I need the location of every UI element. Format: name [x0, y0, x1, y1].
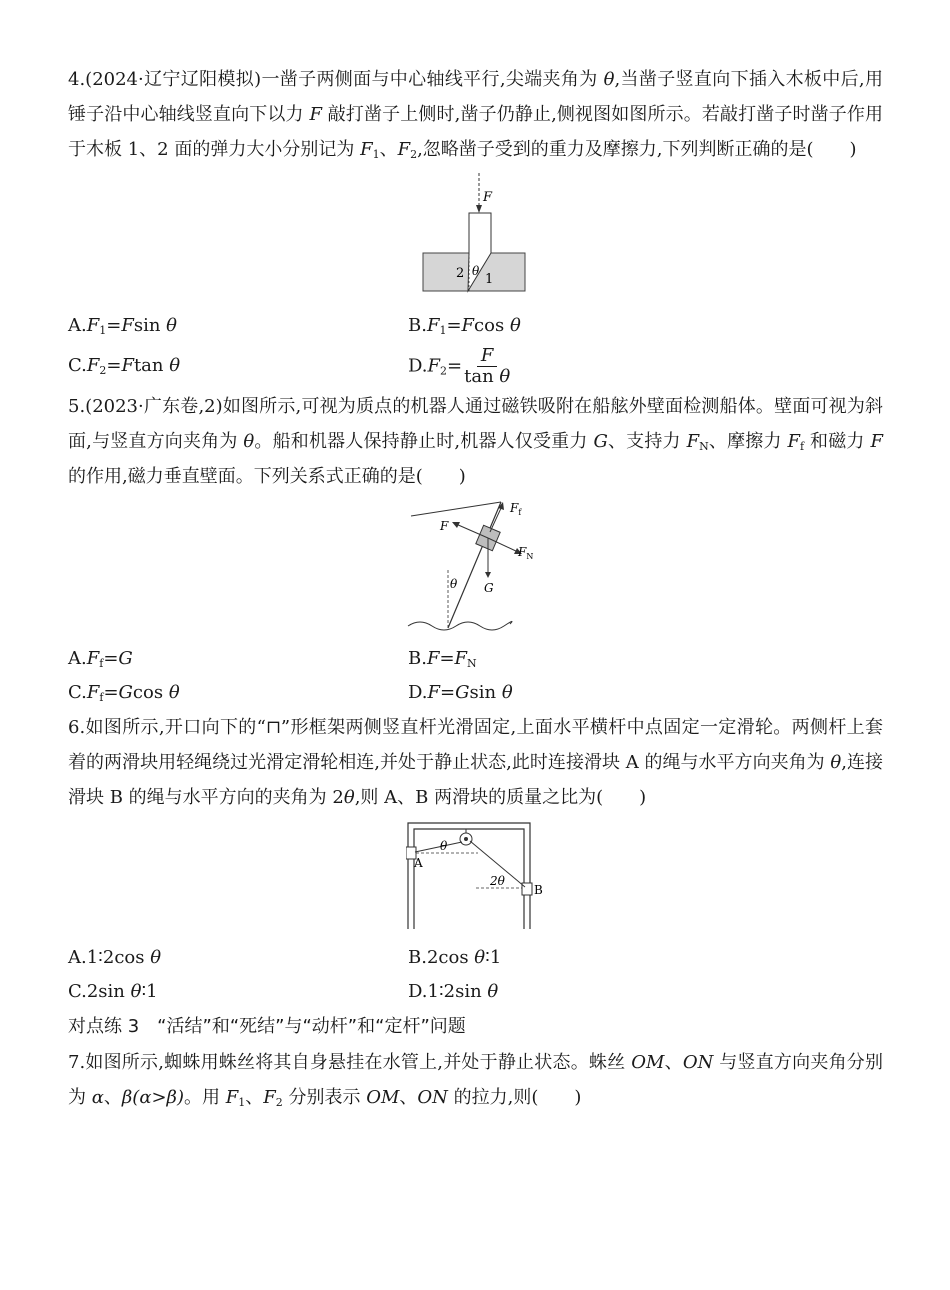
q4-option-c[interactable]: $C.F_2=Ftan$ θ — [68, 355, 181, 377]
q4-options-row-1 — [68, 309, 883, 343]
chisel-force-label: F — [482, 190, 492, 205]
robot-ff-label: $F_f$ — [509, 501, 521, 517]
chisel-diagram — [421, 173, 531, 303]
angle-theta-label: θ — [439, 839, 447, 853]
section-heading: 对点练 3 “活结”和“死结”与“动杆”和“定杆”问题 — [68, 1016, 466, 1037]
slider-a-label: A — [413, 856, 423, 870]
frame-pulley-diagram — [406, 821, 546, 931]
chisel-face-1: 1 — [484, 272, 493, 287]
q5-option-b[interactable]: $B.F=F_N$ — [408, 648, 477, 670]
q6-options-row-1 — [68, 941, 883, 975]
chisel-angle-label: θ — [471, 264, 479, 278]
chisel-face-2: 2 — [455, 266, 464, 281]
robot-hull-diagram — [406, 498, 546, 638]
q6-option-d[interactable]: D.1∶2sin θ — [408, 981, 499, 1002]
q5-option-a[interactable]: $A.F_f=G$ — [68, 648, 133, 670]
q6-option-c[interactable]: C.2sin θ∶1 — [68, 981, 158, 1002]
robot-f-label: F — [439, 519, 448, 533]
q5-options-row-1 — [68, 642, 883, 676]
robot-theta-label: θ — [449, 577, 457, 591]
angle-two-theta-label: 2θ — [489, 874, 505, 888]
robot-fn-label: $F_N$ — [517, 545, 533, 561]
q4-option-b[interactable]: $B.F_1=Fcos$ θ — [408, 315, 521, 337]
q4-option-a[interactable]: $A.F_1=Fsin$ θ — [68, 315, 177, 337]
q4-options-row-2 — [68, 343, 883, 389]
document-page — [68, 62, 883, 1115]
q5-option-c[interactable]: $C.F_f=Gcos$ θ — [68, 682, 180, 704]
q6-option-a[interactable]: A.1∶2cos θ — [68, 947, 162, 968]
q4-d-fraction: $\frac{F}{\text{tan θ}}$ — [464, 344, 511, 387]
slider-b-label: B — [533, 883, 543, 897]
q6-options-row-2 — [68, 975, 883, 1009]
robot-g-label: G — [483, 581, 494, 595]
question-7-stem: 7.如图所示,蜘蛛用蛛丝将其自身悬挂在水管上,并处于静止状态。蛛丝 OM、ON 与竖直方向夹角分别为 α、β(α>β)。用 $F_1$、$F_2$ 分别表示 OM、ON 的拉力,则( ) — [68, 1052, 883, 1109]
q5-options-row-2 — [68, 676, 883, 710]
question-5-stem: 5.(2023·广东卷,2)如图所示,可视为质点的机器人通过磁铁吸附在船舷外壁面检测船体。壁面可视为斜面,与竖直方向夹角为 θ。船和机器人保持静止时,机器人仅受重力 G、支持力 $F_N$、摩擦力 $F_f$ 和磁力 F 的作用,磁力垂直壁面。下列关系式正确的是( ) — [68, 396, 883, 487]
q6-option-b[interactable]: B.2cos θ∶1 — [408, 947, 502, 968]
q5-option-d[interactable]: D.F=Gsin θ — [408, 682, 513, 703]
question-4-stem: 4.(2024·辽宁辽阳模拟)一凿子两侧面与中心轴线平行,尖端夹角为 θ,当凿子竖直向下插入木板中后,用锤子沿中心轴线竖直向下以力 F 敲打凿子上侧时,凿子仍静止,侧视图如图所示。若敲打凿子时凿子作用于木板 1、2 面的弹力大小分别记为 $F_1$、$F_2$,忽略凿子受到的重力及摩擦力,下列判断正确的是( ) — [68, 69, 883, 161]
q4-option-d[interactable]: $D.F_2=$ $\frac{F}{\text{tan θ}}$ — [408, 344, 511, 387]
question-6-stem: 6.如图所示,开口向下的“⊓”形框架两侧竖直杆光滑固定,上面水平横杆中点固定一定滑轮。两侧杆上套着的两滑块用轻绳绕过光滑定滑轮相连,并处于静止状态,此时连接滑块 A 的绳与水平方向夹角为 θ,连接滑块 B 的绳与水平方向的夹角为 2θ,则 A、B 两滑块的质量之比为( ) — [68, 717, 883, 808]
